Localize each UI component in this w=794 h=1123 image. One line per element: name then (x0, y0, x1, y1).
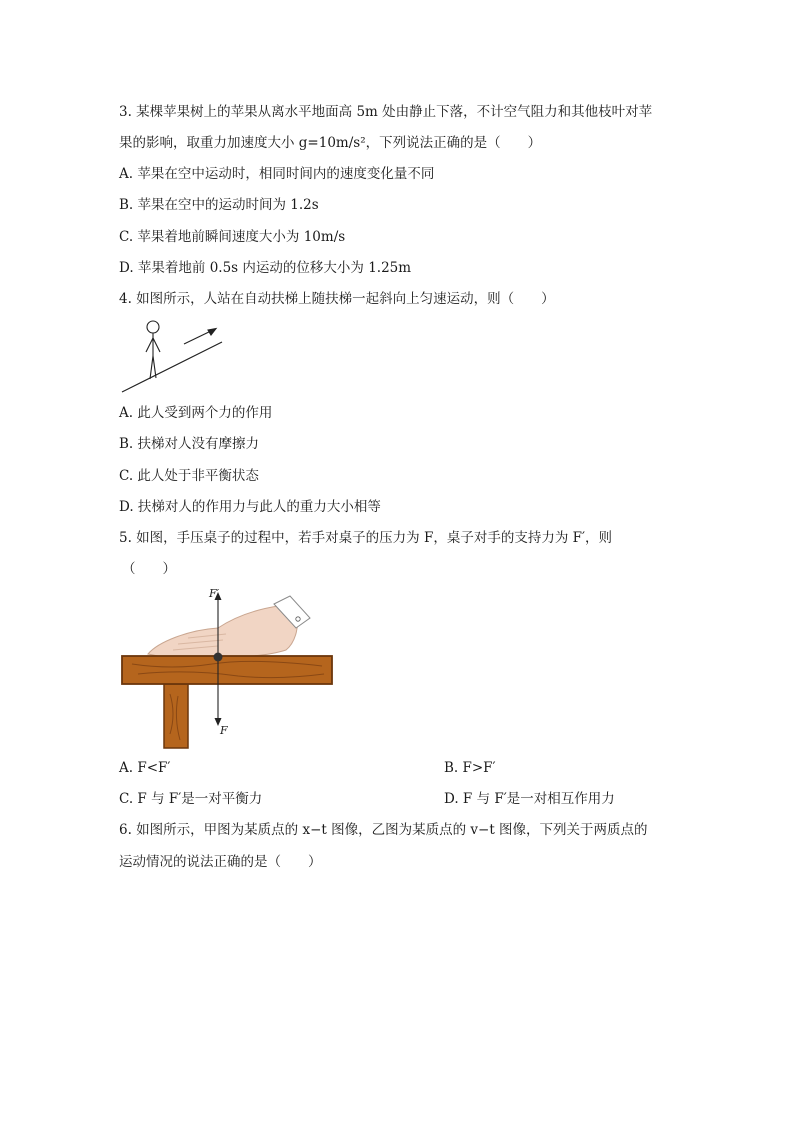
escalator-figure (118, 316, 228, 396)
q4-option-a: A. 此人受到两个力的作用 (119, 405, 273, 421)
q6-stem-line2: 运动情况的说法正确的是（ ） (119, 854, 322, 870)
q4-option-c: C. 此人处于非平衡状态 (119, 468, 259, 484)
q3-option-b: B. 苹果在空中的运动时间为 1.2s (119, 197, 319, 213)
q3-stem-line2: 果的影响，取重力加速度大小 g=10m/s²，下列说法正确的是（ ） (119, 135, 542, 151)
q5-option-b: B. F>F′ (444, 760, 496, 776)
motion-direction-arrow (184, 329, 216, 345)
q3-option-a: A. 苹果在空中运动时，相同时间内的速度变化量不同 (119, 166, 435, 182)
escalator-slope-line (122, 342, 222, 392)
q4-option-d: D. 扶梯对人的作用力与此人的重力大小相等 (119, 499, 381, 515)
hand-pressing-table-figure (118, 584, 338, 754)
q3-option-d: D. 苹果着地前 0.5s 内运动的位移大小为 1.25m (119, 260, 412, 276)
q4-stem: 4. 如图所示，人站在自动扶梯上随扶梯一起斜向上匀速运动，则（ ） (119, 291, 555, 307)
table-top (122, 656, 332, 684)
q5-option-d: D. F 与 F′是一对相互作用力 (444, 791, 615, 807)
stick-person (146, 321, 160, 379)
q5-option-c: C. F 与 F′是一对平衡力 (119, 791, 263, 807)
q4-option-b: B. 扶梯对人没有摩擦力 (119, 436, 260, 452)
hand-illustration (148, 596, 310, 657)
label-f-prime: F′ (209, 587, 220, 600)
q6-stem-line1: 6. 如图所示，甲图为某质点的 x−t 图像，乙图为某质点的 v−t 图像，下列关于两质点的 (119, 822, 648, 838)
q3-option-c: C. 苹果着地前瞬间速度大小为 10m/s (119, 229, 346, 245)
q5-stem: 5. 如图，手压桌子的过程中，若手对桌子的压力为 F，桌子对手的支持力为 F′，则 (119, 530, 613, 546)
q5-option-a: A. F<F′ (119, 760, 171, 776)
contact-point (214, 653, 223, 662)
label-f: F (220, 724, 228, 737)
q5-answer-paren: （ ） (122, 561, 176, 577)
q3-stem-line1: 3. 某棵苹果树上的苹果从离水平地面高 5m 处由静止下落，不计空气阻力和其他枝叶对苹 (119, 104, 653, 120)
